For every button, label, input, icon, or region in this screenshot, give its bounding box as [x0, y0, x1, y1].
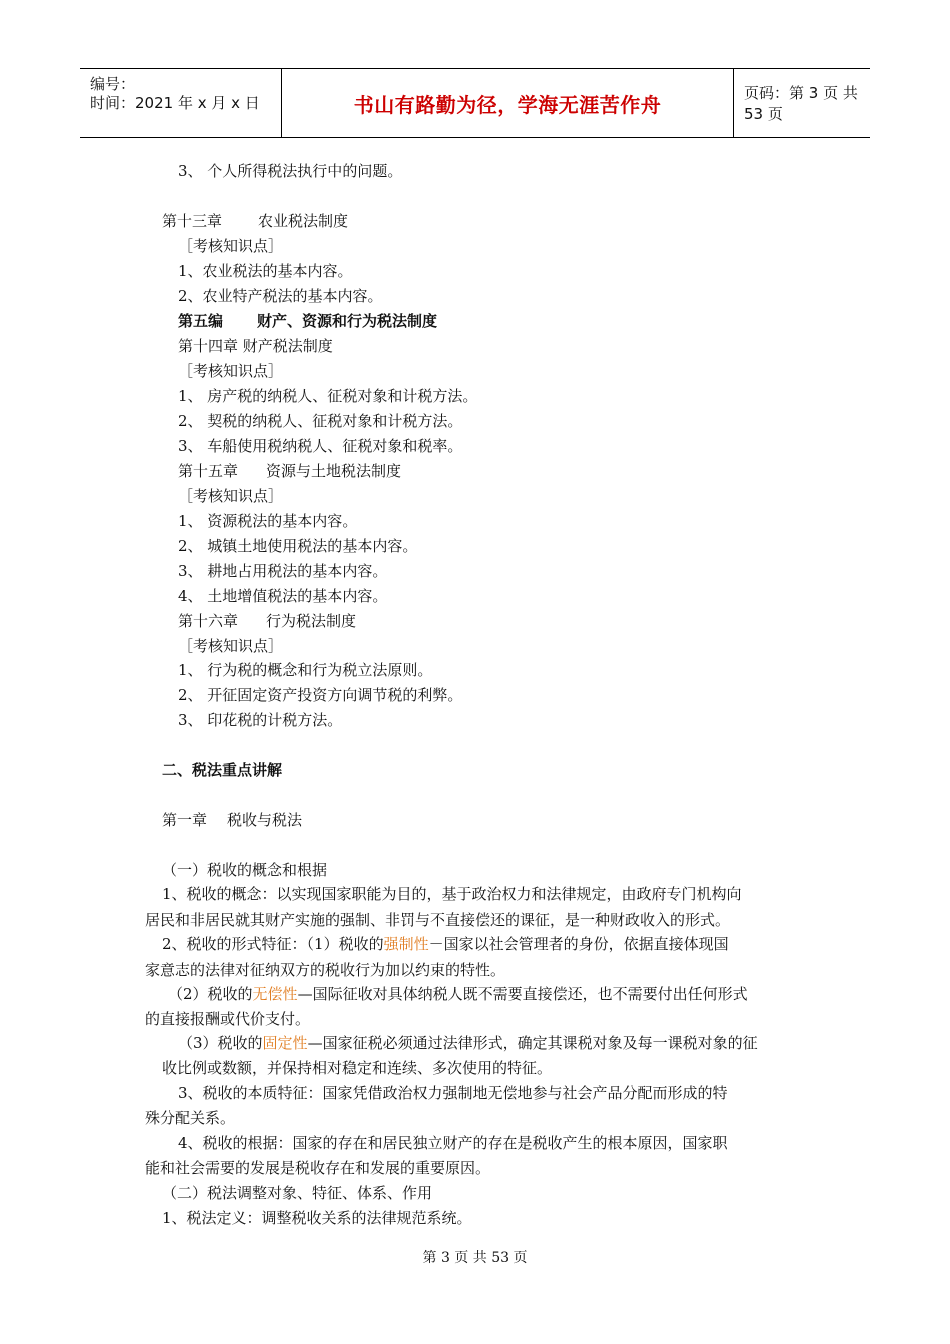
- chapter-number: 第十六章: [178, 612, 239, 630]
- text-line: 3、 个人所得税法执行中的问题。: [178, 162, 403, 180]
- chapter-number: 第十五章: [178, 462, 239, 480]
- chapter-title: 资源与土地税法制度: [266, 462, 402, 480]
- chapter-title: 税收与税法: [227, 811, 303, 829]
- highlight-term: 固定性: [262, 1034, 308, 1052]
- header-center-cell: [281, 69, 734, 137]
- part-heading: [178, 311, 437, 331]
- chapter-title: 农业税法制度: [258, 212, 349, 230]
- text-line: 4、税收的根据：国家的存在和居民独立财产的存在是税收产生的根本原因，国家职: [178, 1134, 728, 1152]
- chapter-heading: 第十四章 财产税法制度: [178, 337, 333, 355]
- chapter-title: 行为税法制度: [266, 612, 357, 630]
- header-motto: 书山有路勤为径，学海无涯苦作舟: [353, 92, 662, 117]
- text-line: 1、农业税法的基本内容。: [178, 262, 353, 280]
- text-line: 2、 契税的纳税人、征税对象和计税方法。: [178, 412, 463, 430]
- header-right-cell: [734, 69, 870, 137]
- knowledge-points-label: ［考核知识点］: [178, 487, 284, 505]
- text-line: 3、 印花税的计税方法。: [178, 711, 343, 729]
- text-line: 1、税法定义：调整税收关系的法律规范系统。: [162, 1209, 472, 1227]
- footer-page-number: 第 3 页 共 53 页: [422, 1250, 528, 1266]
- text-line: （2）税收的无偿性—国际征收对具体纳税人既不需要直接偿还，也不需要付出任何形式: [168, 985, 748, 1003]
- text-line: 2、 开征固定资产投资方向调节税的利弊。: [178, 686, 463, 704]
- subsection-heading: （一）税收的概念和根据: [162, 861, 328, 879]
- section-heading: 二、税法重点讲解: [162, 761, 283, 779]
- text-line: 3、税收的本质特征：国家凭借政治权力强制地无偿地参与社会产品分配而形成的特: [178, 1084, 728, 1102]
- header-left-cell: [80, 69, 281, 137]
- knowledge-points-label: ［考核知识点］: [178, 237, 284, 255]
- chapter-number: 第十三章: [162, 212, 223, 230]
- page-footer: [0, 1247, 950, 1267]
- text-line: 收比例或数额，并保持相对稳定和连续、多次使用的特征。: [162, 1059, 553, 1077]
- chapter-heading: [178, 611, 356, 631]
- text-line: 的直接报酬或代价支付。: [145, 1010, 311, 1028]
- text-line: 4、 土地增值税法的基本内容。: [178, 587, 388, 605]
- document-time-label: 时间：2021 年 x 月 x 日: [90, 94, 260, 112]
- text-line: 1、税收的概念：以实现国家职能为目的，基于政治权力和法律规定，由政府专门机构向: [162, 885, 742, 903]
- chapter-number: 第一章: [162, 811, 208, 829]
- chapter-heading: [178, 461, 401, 481]
- text-line: 1、 资源税法的基本内容。: [178, 512, 358, 530]
- text-line: 能和社会需要的发展是税收存在和发展的重要原因。: [145, 1159, 491, 1177]
- knowledge-points-label: ［考核知识点］: [178, 362, 284, 380]
- text-line: 居民和非居民就其财产实施的强制、非罚与不直接偿还的课征，是一种财政收入的形式。: [145, 911, 731, 929]
- subsection-heading: （二）税法调整对象、特征、体系、作用: [162, 1184, 433, 1202]
- document-number-label: 编号：: [90, 75, 136, 93]
- text-line: 2、税收的形式特征：（1）税收的强制性－国家以社会管理者的身份，依据直接体现国: [162, 935, 729, 953]
- chapter-heading: [162, 810, 302, 830]
- text-line: 殊分配关系。: [145, 1109, 236, 1127]
- chapter-heading: [162, 211, 348, 231]
- header-page-info: 页码：第 3 页 共 53 页: [744, 84, 858, 123]
- highlight-term: 强制性: [383, 935, 429, 953]
- text-line: （3）税收的固定性—国家征税必须通过法律形式，确定其课税对象及每一课税对象的征: [178, 1034, 758, 1052]
- part-title: 财产、资源和行为税法制度: [257, 312, 438, 330]
- text-line: 2、农业特产税法的基本内容。: [178, 287, 383, 305]
- text-line: 3、 车船使用税纳税人、征税对象和税率。: [178, 437, 463, 455]
- text-line: 2、 城镇土地使用税法的基本内容。: [178, 537, 418, 555]
- part-number: 第五编: [178, 312, 224, 330]
- text-line: 家意志的法律对征纳双方的税收行为加以约束的特性。: [145, 961, 506, 979]
- text-line: 1、 房产税的纳税人、征税对象和计税方法。: [178, 387, 478, 405]
- highlight-term: 无偿性: [252, 985, 298, 1003]
- text-line: 3、 耕地占用税法的基本内容。: [178, 562, 388, 580]
- text-line: 1、 行为税的概念和行为税立法原则。: [178, 661, 433, 679]
- page-header: [80, 68, 870, 138]
- knowledge-points-label: ［考核知识点］: [178, 637, 284, 655]
